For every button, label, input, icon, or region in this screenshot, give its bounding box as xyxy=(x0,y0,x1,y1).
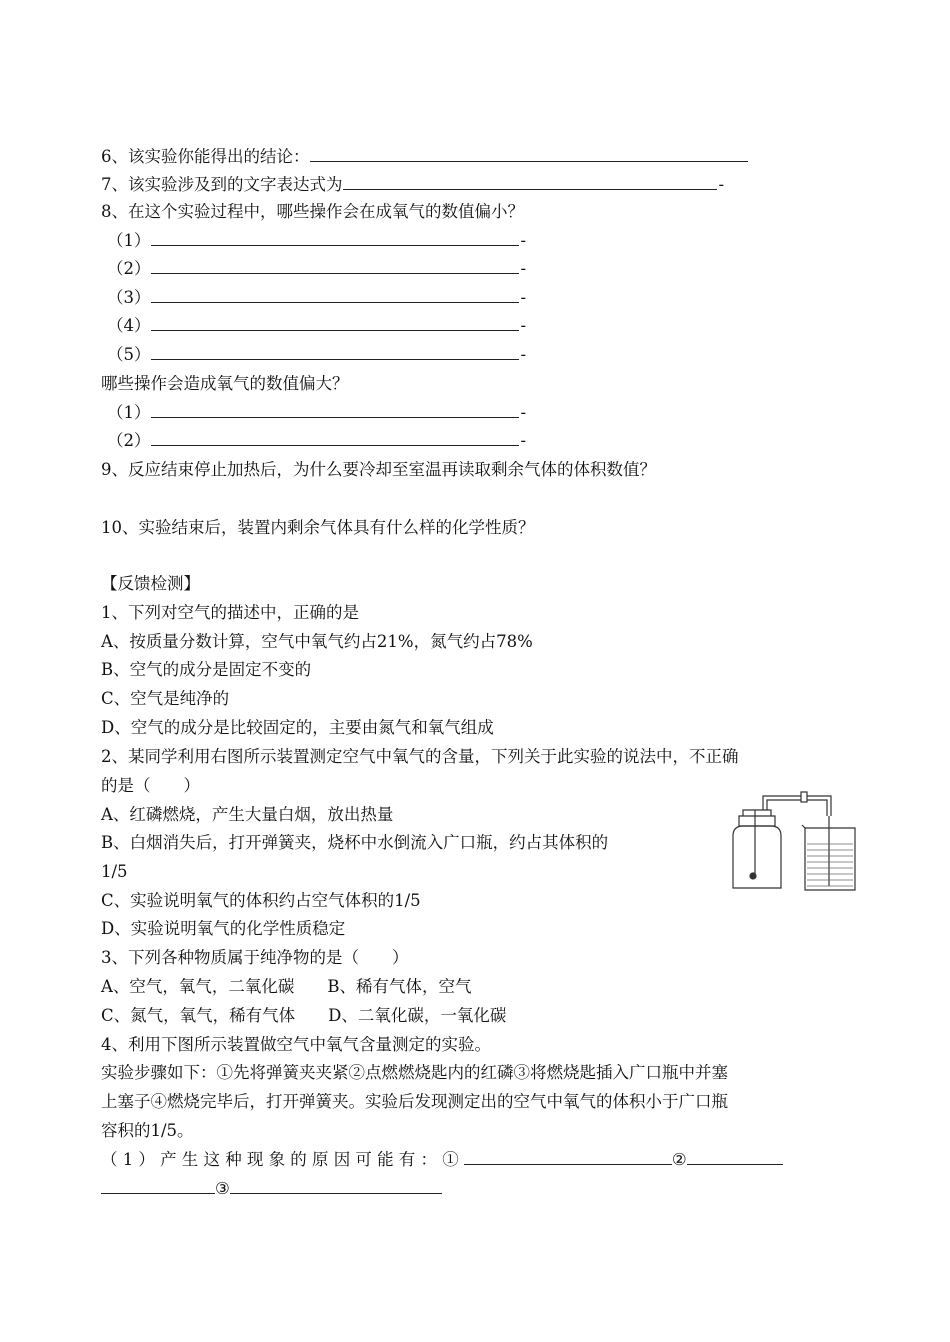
big-item-1 xyxy=(107,402,526,424)
feedback-q2-option-b-cont: 1/5 xyxy=(101,862,128,881)
line-dash: - xyxy=(520,231,527,250)
line-dash: - xyxy=(520,345,527,364)
line-dash: - xyxy=(520,259,527,278)
feedback-q1-option-b: B、空气的成分是固定不变的 xyxy=(101,660,312,679)
item-label: （3） xyxy=(107,288,151,307)
part1-text: （1）产生这种现象的原因可能有：① xyxy=(101,1150,464,1169)
small-item-2 xyxy=(107,258,526,280)
question-6-text: 6、该实验你能得出的结论： xyxy=(101,147,310,166)
feedback-q1: 1、下列对空气的描述中，正确的是 xyxy=(101,603,359,622)
feedback-q4-part1 xyxy=(101,1149,783,1171)
answer-blank[interactable] xyxy=(101,1178,215,1194)
feedback-q4-steps-1: 实验步骤如下：①先将弹簧夹夹紧②点燃燃烧匙内的红磷③将燃烧匙插入广口瓶中并塞 xyxy=(101,1063,728,1082)
item-label: （2） xyxy=(107,259,151,278)
feedback-q2: 2、某同学利用右图所示装置测定空气中氧气的含量，下列关于此实验的说法中，不正确 xyxy=(101,747,739,766)
marker-2: ② xyxy=(671,1150,687,1169)
item-label: （5） xyxy=(107,345,151,364)
feedback-q2-option-d: D、实验说明氧气的化学性质稳定 xyxy=(101,919,346,938)
small-item-1 xyxy=(107,230,526,252)
item-label: （1） xyxy=(107,403,151,422)
answer-blank[interactable] xyxy=(230,1178,442,1194)
answer-blank[interactable] xyxy=(151,402,519,418)
item-label: （2） xyxy=(107,431,151,450)
feedback-q3-options-ab: A、空气，氧气，二氧化碳 B、稀有气体，空气 xyxy=(101,977,472,996)
answer-blank[interactable] xyxy=(151,258,519,274)
feedback-q4-steps-3: 容积的1/5。 xyxy=(101,1121,194,1140)
apparatus-svg xyxy=(725,780,857,910)
marker-3: ③ xyxy=(215,1179,230,1198)
feedback-q1-option-a: A、按质量分数计算，空气中氧气约占21%，氮气约占78% xyxy=(101,632,533,651)
line-dash: - xyxy=(520,316,527,335)
line-dash: - xyxy=(520,403,527,422)
big-item-2 xyxy=(107,430,526,452)
line-dash: - xyxy=(718,175,725,194)
answer-blank[interactable] xyxy=(343,174,717,190)
question-8: 8、在这个实验过程中，哪些操作会在成氧气的数值偏小？ xyxy=(101,202,524,221)
feedback-q1-option-d: D、空气的成分是比较固定的，主要由氮气和氧气组成 xyxy=(101,718,494,737)
feedback-q2-option-a: A、红磷燃烧，产生大量白烟，放出热量 xyxy=(101,805,394,824)
feedback-q4-part1-cont xyxy=(101,1178,442,1200)
feedback-q3-options-cd: C、氮气，氧气，稀有气体 D、二氧化碳，一氧化碳 xyxy=(101,1006,507,1025)
feedback-q1-option-c: C、空气是纯净的 xyxy=(101,689,230,708)
question-9: 9、反应结束停止加热后，为什么要冷却至室温再读取剩余气体的体积数值？ xyxy=(101,460,656,479)
question-10: 10、实验结束后，装置内剩余气体具有什么样的化学性质？ xyxy=(101,518,535,537)
item-label: （1） xyxy=(107,231,151,250)
feedback-q2-option-c: C、实验说明氧气的体积约占空气体积的1/5 xyxy=(101,891,421,910)
answer-blank[interactable] xyxy=(310,146,748,162)
big-question: 哪些操作会造成氧气的数值偏大？ xyxy=(101,374,349,393)
answer-blank[interactable] xyxy=(151,287,519,303)
answer-blank[interactable] xyxy=(464,1149,672,1165)
answer-blank[interactable] xyxy=(151,315,519,331)
apparatus-diagram xyxy=(725,780,857,910)
small-item-5 xyxy=(107,344,526,366)
feedback-q4: 4、利用下图所示装置做空气中氧气含量测定的实验。 xyxy=(101,1035,491,1054)
answer-blank[interactable] xyxy=(151,430,519,446)
answer-blank[interactable] xyxy=(151,230,519,246)
question-7-text: 7、该实验涉及到的文字表达式为 xyxy=(101,175,343,194)
small-item-4 xyxy=(107,315,526,337)
answer-blank[interactable] xyxy=(687,1149,783,1165)
question-6 xyxy=(101,146,748,168)
answer-blank[interactable] xyxy=(151,344,519,360)
question-7 xyxy=(101,174,724,196)
item-label: （4） xyxy=(107,316,151,335)
feedback-q2-option-b: B、白烟消失后，打开弹簧夹，烧杯中水倒流入广口瓶，约占其体积的 xyxy=(101,833,609,852)
feedback-heading: 【反馈检测】 xyxy=(101,574,200,593)
feedback-q3: 3、下列各种物质属于纯净物的是（ ） xyxy=(101,948,409,967)
small-item-3 xyxy=(107,287,526,309)
line-dash: - xyxy=(520,431,527,450)
feedback-q4-steps-2: 上塞子④燃烧完毕后，打开弹簧夹。实验后发现测定出的空气中氧气的体积小于广口瓶 xyxy=(101,1092,728,1111)
line-dash: - xyxy=(520,288,527,307)
feedback-q2-cont: 的是（ ） xyxy=(101,776,200,795)
